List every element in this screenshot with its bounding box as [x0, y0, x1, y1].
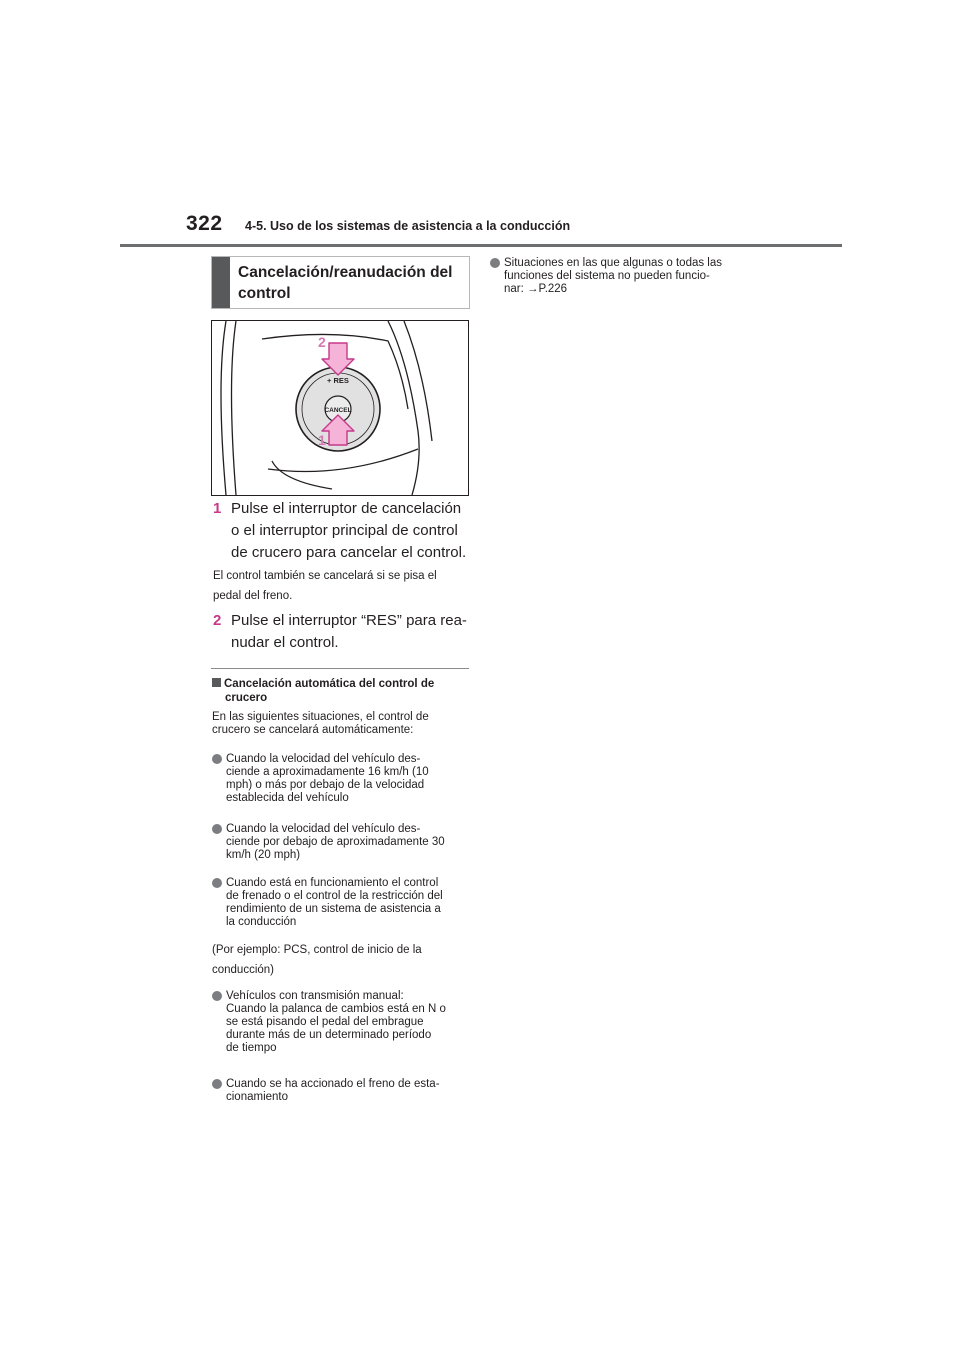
bullet-line: ciende a aproximadamente 16 km/h (10	[226, 766, 429, 778]
auto-cancel-intro	[212, 711, 474, 737]
bullet-line: establecida del vehículo	[226, 792, 349, 804]
step-1	[213, 498, 473, 564]
bullet-text	[226, 1078, 474, 1104]
bullet-text	[226, 990, 474, 1055]
bullet-line: de tiempo	[226, 1042, 277, 1054]
steering-spoke-edge	[388, 321, 419, 495]
bullet-line: durante más de un determinado período	[226, 1029, 432, 1041]
bullet-dot-icon	[490, 258, 500, 268]
step-1-line: Pulse el interruptor de cancelación	[231, 500, 462, 517]
page-number: 322	[186, 212, 223, 235]
steering-switch-figure	[211, 320, 469, 496]
heading-line-2: control	[238, 285, 291, 302]
steering-switch-illustration	[212, 321, 468, 495]
auto-cancel-bullet-2	[212, 823, 474, 862]
bullet-line: funciones del sistema no pueden funcio-	[504, 270, 710, 282]
step-1-line: o el interruptor principal de control	[231, 522, 458, 539]
heading-line-1: Cancelación/reanudación del	[238, 264, 453, 281]
steering-wheel-rim	[221, 321, 226, 495]
step-2-line: Pulse el interruptor “RES” para rea-	[231, 612, 467, 629]
page-reference-link[interactable]: nar: →P.226	[504, 283, 568, 295]
bullet-line: Cuando la palanca de cambios está en N o	[226, 1003, 446, 1015]
bullet-line: mph) o más por debajo de la velocidad	[226, 779, 425, 791]
auto-cancel-example	[212, 940, 474, 980]
section-divider	[211, 668, 469, 669]
auto-cancel-bullet-3	[212, 877, 474, 929]
auto-cancel-title-line-1: Cancelación automática del control de	[224, 678, 435, 690]
auto-cancel-bullet-5	[212, 1078, 474, 1104]
bullet-line: de frenado o el control de la restricción del	[226, 890, 443, 902]
bullet-dot-icon	[212, 824, 222, 834]
bullet-line: Cuando se ha accionado el freno de esta-	[226, 1078, 440, 1090]
res-button-label[interactable]: + RES	[327, 376, 349, 385]
bullet-line: Cuando la velocidad del vehículo des-	[226, 753, 421, 765]
bullet-line: cionamiento	[226, 1091, 289, 1103]
heading-text	[238, 262, 452, 304]
callout-1: 1	[318, 432, 326, 448]
auto-cancel-heading	[212, 677, 474, 705]
bullet-dot-icon	[212, 878, 222, 888]
note-line: pedal del freno.	[213, 590, 293, 602]
bullet-text	[226, 877, 474, 929]
header-rule	[120, 244, 842, 247]
bullet-dot-icon	[212, 754, 222, 764]
note-line: El control también se cancelará si se pisa el	[213, 570, 437, 582]
step-2-number: 2	[213, 612, 222, 629]
bullet-text	[226, 753, 474, 805]
right-column-bullet-1	[490, 257, 760, 296]
bullet-text	[504, 257, 760, 296]
brake-note	[213, 566, 473, 606]
bullet-line: ciende por debajo de aproximadamente 30	[226, 836, 445, 848]
step-2-text	[231, 610, 473, 654]
bullet-dot-icon	[212, 1079, 222, 1089]
bullet-line: Situaciones en las que algunas o todas las	[504, 257, 723, 269]
heading-bar	[212, 257, 230, 308]
bullet-text	[226, 823, 474, 862]
step-1-line: de crucero para cancelar el control.	[231, 544, 467, 561]
step-2-line: nudar el control.	[231, 634, 339, 651]
auto-cancel-bullet-1	[212, 753, 474, 805]
steering-trim-line-2	[272, 461, 332, 489]
section-title: 4-5. Uso de los sistemas de asistencia a la conducción	[245, 219, 571, 233]
steering-spoke-lower	[268, 449, 418, 472]
bullet-line: Vehículos con transmisión manual:	[226, 990, 404, 1002]
callout-2: 2	[318, 334, 326, 350]
bullet-line: se está pisando el pedal del embrague	[226, 1016, 424, 1028]
example-line: (Por ejemplo: PCS, control de inicio de la	[212, 944, 422, 956]
step-1-number: 1	[213, 500, 222, 517]
auto-cancel-title-line-2: crucero	[225, 692, 268, 704]
bullet-line: Cuando está en funcionamiento el control	[226, 877, 439, 889]
step-1-text	[231, 498, 473, 564]
example-line: conducción)	[212, 964, 275, 976]
intro-line: En las siguientes situaciones, el control de	[212, 711, 429, 723]
bullet-line: Cuando la velocidad del vehículo des-	[226, 823, 421, 835]
bullet-line: rendimiento de un sistema de asistencia a	[226, 903, 441, 915]
bullet-dot-icon	[212, 991, 222, 1001]
steering-wheel-rim-inner	[232, 321, 237, 495]
box-heading	[211, 256, 470, 309]
step-2	[213, 610, 473, 654]
cancel-button-label[interactable]: CANCEL	[324, 407, 352, 414]
square-bullet-icon	[212, 678, 221, 687]
bullet-line: km/h (20 mph)	[226, 849, 301, 861]
intro-line: crucero se cancelará automáticamente:	[212, 724, 414, 736]
auto-cancel-bullet-4	[212, 990, 474, 1055]
bullet-line: la conducción	[226, 916, 297, 928]
